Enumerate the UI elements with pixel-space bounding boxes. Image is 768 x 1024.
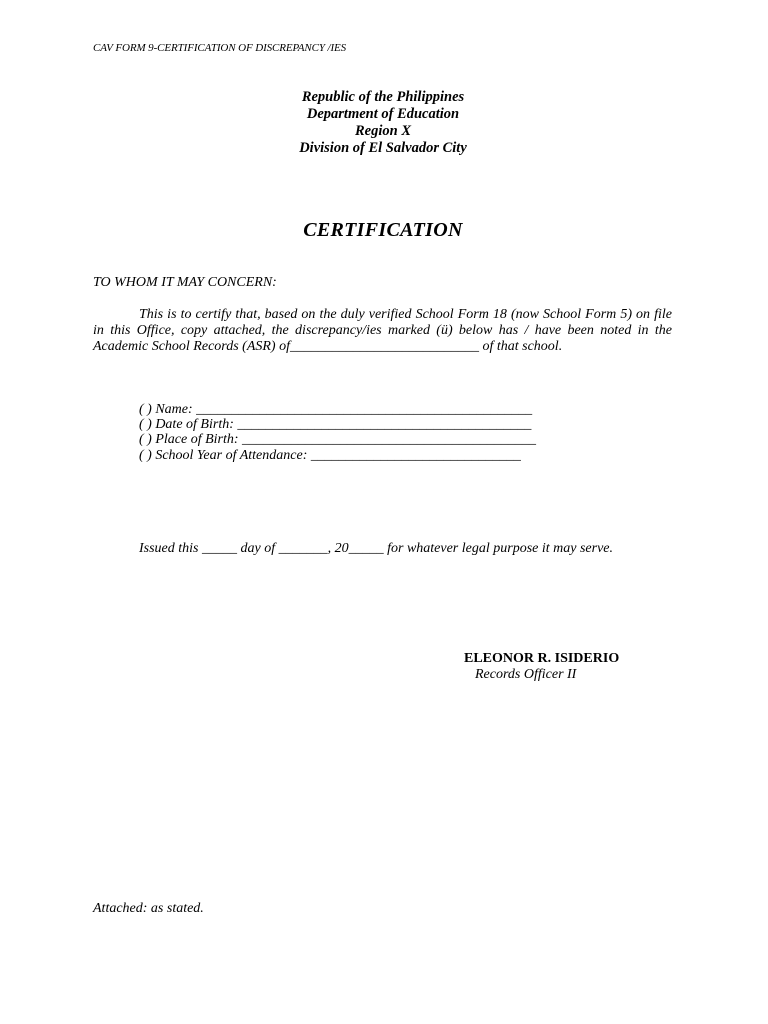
letterhead xyxy=(0,89,766,157)
issued-statement: Issued this _____ day of _______, 20_____ for whatever legal purpose it may serve. xyxy=(139,541,614,556)
checklist-item-date-of-birth: ( ) Date of Birth: __________________________________________ xyxy=(139,417,532,433)
certification-body: This is to certify that, based on the duly verified School Form 18 (now School Form 5) on file in this Office, copy attached, the discrepancy/ies marked (ü) below has / have been noted in the Academic School Records (ASR) of___________________________ of that school. xyxy=(93,307,672,354)
discrepancy-checklist xyxy=(139,402,536,463)
attachment-note: Attached: as stated. xyxy=(93,901,204,916)
letterhead-department: Department of Education xyxy=(306,106,460,122)
document-title: CERTIFICATION xyxy=(303,219,463,241)
letterhead-country: Republic of the Philippines xyxy=(301,89,465,105)
checklist-item-name: ( ) Name: ________________________________________________ xyxy=(139,402,533,417)
letterhead-region: Region X xyxy=(355,123,411,139)
signatory-name: ELEONOR R. ISIDERIO xyxy=(464,651,620,666)
checklist-item-school-year: ( ) School Year of Attendance: ______________________________ xyxy=(139,447,521,463)
signatory-title: Records Officer II xyxy=(475,667,577,682)
salutation: TO WHOM IT MAY CONCERN: xyxy=(93,275,277,290)
checklist-item-place-of-birth: ( ) Place of Birth: __________________________________________ xyxy=(139,432,537,448)
form-code: CAV FORM 9-CERTIFICATION OF DISCREPANCY /IES xyxy=(93,42,347,54)
letterhead-division: Division of El Salvador City xyxy=(299,140,467,156)
